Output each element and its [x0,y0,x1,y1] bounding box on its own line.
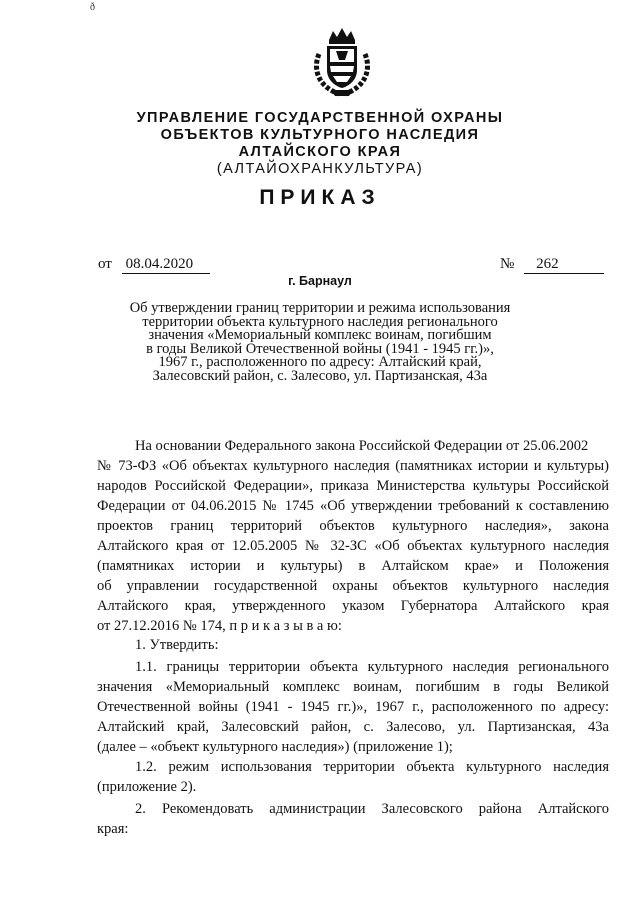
body-line: Алтайского края, утвержденного указом Губернатора Алтайского края [97,598,609,614]
body-line: проектов границ территорий объектов культурного наследия», закона [97,518,609,534]
order-subject [110,302,530,383]
subject-line: в годы Великой Отечественной войны (1941 - 1945 гг.)», [146,340,494,357]
date-value: 08.04.2020 [122,256,210,274]
item-1-2: 1.2. режим использования территории объекта культурного наследия [135,759,609,775]
org-name-line-1: УПРАВЛЕНИЕ ГОСУДАРСТВЕННОЙ ОХРАНЫ [136,110,504,126]
body-line: Отечественной войны (1941 - 1945 гг.)», 1967 г., расположенного по адресу: [97,699,609,715]
body-line: края: [97,821,129,837]
body-line: Алтайский край, Залесовский район, с. Залесово, ул. Партизанская, 43а [97,719,609,735]
subject-line: Залесовский район, с. Залесово, ул. Партизанская, 43а [152,367,488,384]
item-2: 2. Рекомендовать администрации Залесовского района Алтайского [135,801,609,817]
subject-line: территории объекта культурного наследия регионального [142,313,498,330]
corner-mark: ð [90,2,95,13]
document-title: ПРИКАЗ [259,186,381,209]
body-line: № 73-ФЗ «Об объектах культурного наследия (памятниках истории и культуры) [97,458,609,474]
date-field [98,256,210,274]
org-name-line-2: ОБЪЕКТОВ КУЛЬТУРНОГО НАСЛЕДИЯ [160,127,480,143]
body-line: от 27.12.2016 № 174, п р и к а з ы в а ю: [97,618,342,634]
city: г. Барнаул [288,274,352,288]
body-line: Федерации от 04.06.2015 № 1745 «Об утверждении требований к составлению [97,498,609,514]
item-1-1: 1.1. границы территории объекта культурного наследия регионального [135,659,609,675]
org-name-line-4: (АЛТАЙОХРАНКУЛЬТУРА) [216,161,424,177]
coat-of-arms-icon [309,26,375,98]
subject-line: Об утверждении границ территории и режима использования [129,300,511,316]
subject-line: 1967 г., расположенного по адресу: Алтайский край, [158,354,482,370]
item-1: 1. Утвердить: [135,637,219,653]
body-line: (приложение 2). [97,779,197,795]
number-prefix: № [500,256,515,272]
body-line: народов Российской Федерации», приказа Министерства культуры Российской [97,478,609,494]
body-line: На основании Федерального закона Российской Федерации от 25.06.2002 [135,438,589,454]
date-prefix: от [98,256,112,272]
org-name-line-3: АЛТАЙСКОГО КРАЯ [238,144,402,160]
body-line: значения «Мемориальный комплекс воинам, погибшим в годы Великой [97,679,609,695]
number-value: 262 [524,256,604,274]
subject-line: значения «Мемориальный комплекс воинам, погибшим [148,327,492,343]
body-line: (далее – «объект культурного наследия») (приложение 1); [97,739,453,755]
number-field [500,256,604,274]
body-line: Алтайского края от 12.05.2005 № 32-ЗС «Об объектах культурного наследия [97,538,609,554]
body-line: об управлении государственной охраны объектов культурного наследия [97,578,609,594]
body-line: (памятниках истории и культуры) в Алтайском крае» и Положения [97,558,609,574]
